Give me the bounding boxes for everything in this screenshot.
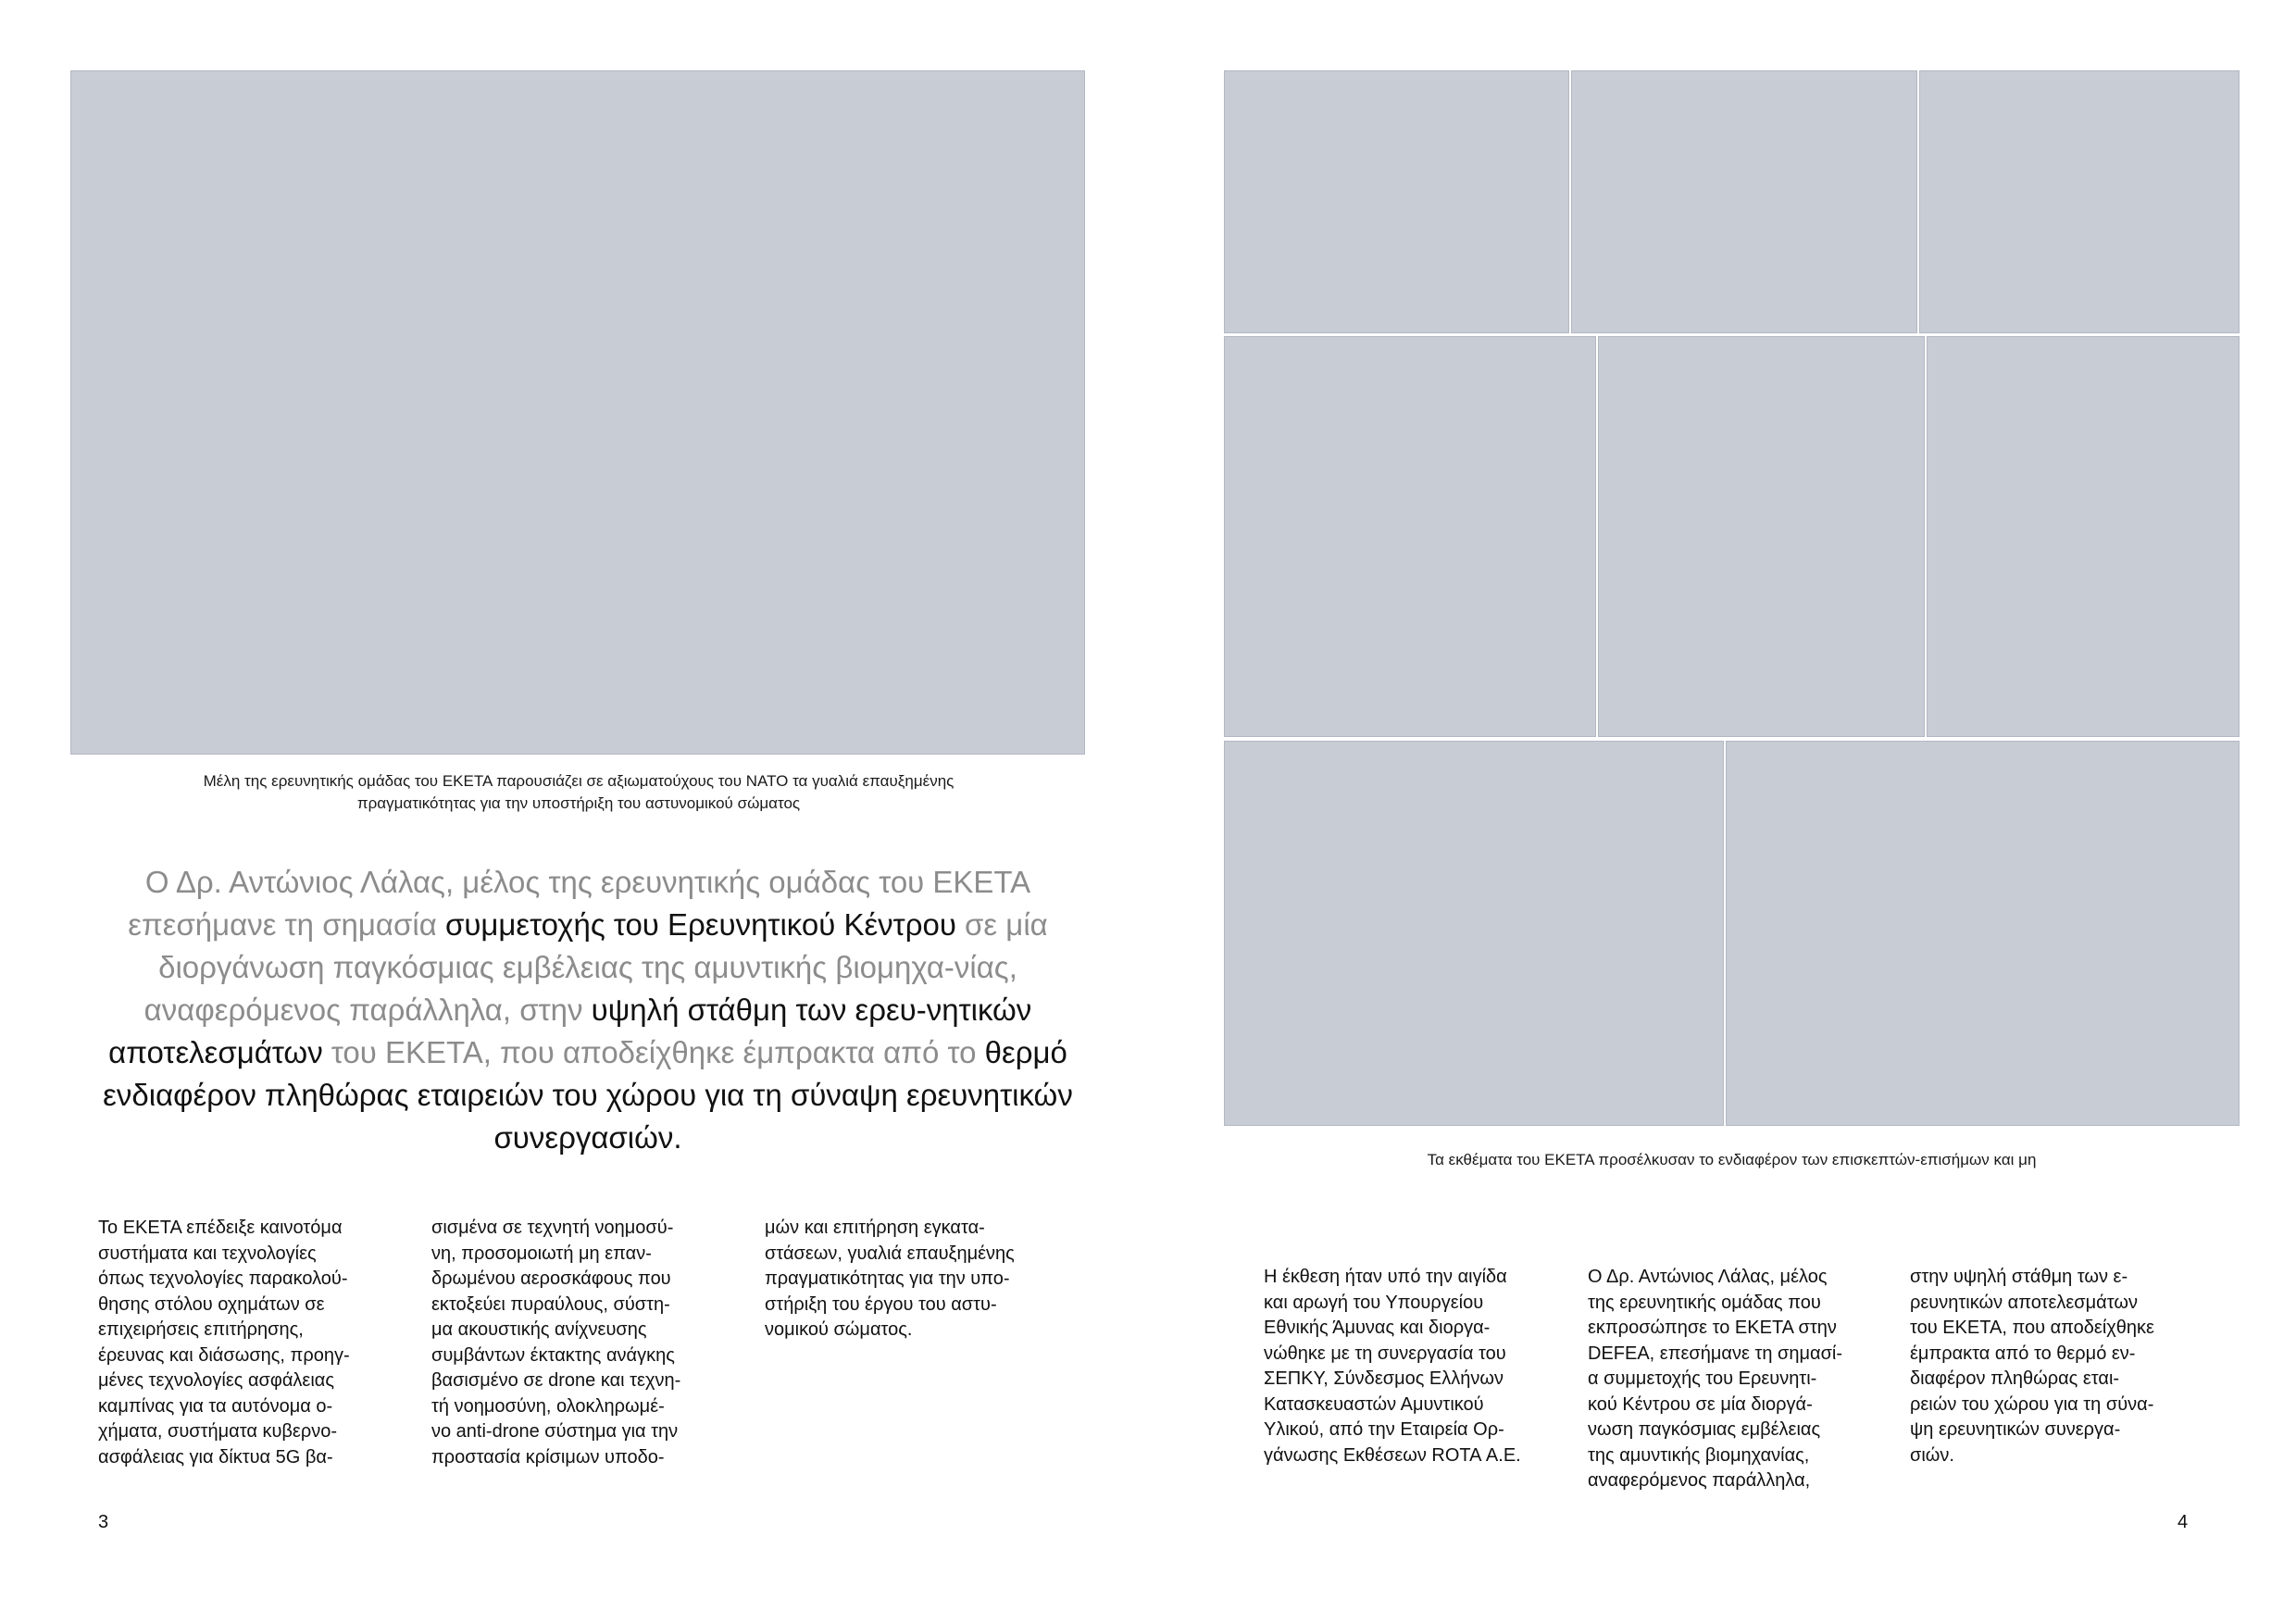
text-line: όπως τεχνολογίες παρακολού- xyxy=(98,1268,348,1289)
text-line: αναφερόμενος παράλληλα, xyxy=(1588,1470,1811,1491)
text-line: Το ΕΚΕΤΑ επέδειξε καινοτόμα xyxy=(98,1218,343,1238)
text-line: Κατασκευαστών Αμυντικού xyxy=(1264,1393,1484,1415)
left-text-column-3 xyxy=(765,1216,1079,1343)
collage-photo-7 xyxy=(1224,741,1724,1126)
text-line: μών και επιτήρηση εγκατα- xyxy=(765,1218,985,1238)
quote-part: του ΕΚΕΤΑ, που αποδείχθηκε έμπρακτα από το xyxy=(322,1035,985,1069)
collage-photo-2 xyxy=(1571,70,1917,333)
text-line: βασισμένο σε drone και τεχνη- xyxy=(431,1370,681,1391)
text-line: της ερευνητικής ομάδας που xyxy=(1588,1292,1821,1313)
text-line: νο anti-drone σύστημα για την xyxy=(431,1421,679,1442)
text-line: καμπίνας για τα αυτόνομα ο- xyxy=(98,1395,333,1417)
text-line: πραγματικότητας για την υπο- xyxy=(765,1268,1010,1289)
collage-photo-4 xyxy=(1224,336,1596,737)
text-line: κού Κέντρου σε μία διοργά- xyxy=(1588,1393,1813,1415)
caption-line: πραγματικότητας για την υποστήριξη του αστυνομικού σώματος xyxy=(356,794,801,812)
text-line: ρευνητικών αποτελεσμάτων xyxy=(1910,1292,2138,1313)
text-line: συμβάντων έκτακτης ανάγκης xyxy=(431,1344,675,1366)
text-line: νη, προσομοιωτή μη επαν- xyxy=(431,1243,652,1264)
collage-photo-6 xyxy=(1927,336,2240,737)
page-number-left: 3 xyxy=(98,1512,109,1532)
text-line: σισμένα σε τεχνητή νοημοσύ- xyxy=(431,1218,674,1238)
text-line: ψη ερευνητικών συνεργα- xyxy=(1910,1419,2121,1440)
quote-emphasis: συμμετοχής του Ερευνητικού Κέντρου xyxy=(444,907,956,942)
right-text-column-3 xyxy=(1910,1265,2202,1468)
text-line: Η έκθεση ήταν υπό την αιγίδα xyxy=(1264,1267,1507,1287)
quote-part: σε μία διοργάνωση παγκόσμιας εμβέλειας της αμυντικής βιομηχα-νίας, αναφερόμενος παράλληλα, στην xyxy=(144,907,1048,1027)
text-line: προστασία κρίσιμων υποδο- xyxy=(431,1446,665,1468)
text-line: γάνωσης Εκθέσεων ROTA Α.Ε. xyxy=(1264,1444,1521,1466)
collage-photo-5 xyxy=(1598,336,1925,737)
text-line: χήματα, συστήματα κυβερνο- xyxy=(98,1421,337,1442)
text-line: στάσεων, γυαλιά επαυξημένης xyxy=(765,1243,1015,1264)
text-line: διαφέρον πληθώρας εται- xyxy=(1910,1368,2120,1389)
text-line: επιχειρήσεις επιτήρησης, xyxy=(98,1319,304,1340)
collage-photo-1 xyxy=(1224,70,1569,333)
text-line: ΣΕΠΚΥ, Σύνδεσμος Ελλήνων xyxy=(1264,1368,1504,1389)
text-line: εκπροσώπησε το ΕΚΕΤΑ στην xyxy=(1588,1318,1837,1338)
left-photo-caption xyxy=(83,770,1074,815)
caption-line: Μέλη της ερευνητικής ομάδας του ΕΚΕΤΑ παρουσιάζει σε αξιωματούχους του ΝΑΤΟ τα γυαλιά επαυξημένης xyxy=(203,772,955,790)
text-line: τή νοημοσύνη, ολοκληρωμέ- xyxy=(431,1395,665,1417)
text-line: ρειών του χώρου για τη σύνα- xyxy=(1910,1393,2154,1415)
text-line: σιών. xyxy=(1910,1444,1954,1466)
quote-emphasis: υψηλή στάθμη των ερευ-νητικών αποτελεσμάτων xyxy=(108,993,1032,1069)
text-line: έρευνας και διάσωσης, προηγ- xyxy=(98,1344,350,1366)
text-line: εκτοξεύει πυραύλους, σύστη- xyxy=(431,1293,670,1315)
pull-quote xyxy=(97,861,1079,1159)
text-line: DEFEA, επεσήμανε τη σημασί- xyxy=(1588,1343,1843,1364)
text-line: μα ακουστικής ανίχνευσης xyxy=(431,1319,647,1340)
right-photo-caption: Τα εκθέματα του ΕΚΕΤΑ προσέλκυσαν το ενδιαφέρον των επισκεπτών-επισήμων και μη xyxy=(1427,1151,2037,1168)
collage-photo-8 xyxy=(1726,741,2240,1126)
text-line: Υλικού, από την Εταιρεία Ορ- xyxy=(1264,1419,1504,1440)
collage-photo-3 xyxy=(1919,70,2240,333)
text-line: θησης στόλου οχημάτων σε xyxy=(98,1293,325,1315)
text-line: στην υψηλή στάθμη των ε- xyxy=(1910,1267,2128,1287)
text-line: συστήματα και τεχνολογίες xyxy=(98,1243,317,1264)
text-line: Εθνικής Άμυνας και διοργα- xyxy=(1264,1318,1491,1338)
text-line: μένες τεχνολογίες ασφάλειας xyxy=(98,1370,334,1391)
text-line: νώθηκε με τη συνεργασία του xyxy=(1264,1343,1506,1364)
text-line: α συμμετοχής του Ερευνητι- xyxy=(1588,1368,1817,1389)
text-line: στήριξη του έργου του αστυ- xyxy=(765,1293,997,1315)
page-number-right: 4 xyxy=(2177,1512,2189,1532)
quote-part: Ο Δρ. Αντώνιος Λάλας, μέλος της ερευνητικής ομάδας του ΕΚΕΤΑ επεσήμανε τη σημασία xyxy=(128,865,1031,942)
text-line: Ο Δρ. Αντώνιος Λάλας, μέλος xyxy=(1588,1267,1828,1287)
text-line: ασφάλειας για δίκτυα 5G βα- xyxy=(98,1446,333,1468)
left-text-column-1 xyxy=(98,1216,404,1470)
main-photo xyxy=(70,70,1085,755)
text-line: δρωμένου αεροσκάφους που xyxy=(431,1268,671,1289)
text-line: της αμυντικής βιομηχανίας, xyxy=(1588,1444,1810,1466)
text-line: νομικού σώματος. xyxy=(765,1319,913,1340)
left-text-column-2 xyxy=(431,1216,737,1470)
right-text-column-2 xyxy=(1588,1265,1875,1494)
text-line: έμπρακτα από το θερμό εν- xyxy=(1910,1343,2136,1364)
text-line: του ΕΚΕΤΑ, που αποδείχθηκε xyxy=(1910,1318,2154,1338)
text-line: και αρωγή του Υπουργείου xyxy=(1264,1292,1484,1313)
text-line: νωση παγκόσμιας εμβέλειας xyxy=(1588,1419,1821,1440)
quote-emphasis: θερμό ενδιαφέρον πληθώρας εταιρειών του χώρου για τη σύναψη ερευνητικών συνεργασιών. xyxy=(103,1035,1073,1155)
right-text-column-1 xyxy=(1264,1265,1551,1468)
